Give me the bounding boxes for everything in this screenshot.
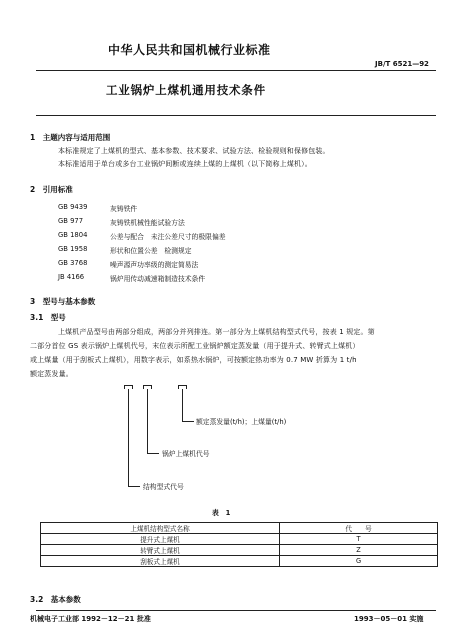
ref-code: GB 1958 [58,245,88,253]
table-cell: 转臂式上煤机 [41,545,280,556]
slot-mark [178,385,179,389]
leader-line [128,486,140,487]
slot-mark [186,385,187,389]
ref-name: 灰铸铁机械性能试验方法 [110,219,185,227]
slot-mark [151,385,152,389]
section-3-1-para-line: 或上煤量（用于刮板式上煤机），用数字表示，如系热水锅炉，可按额定热功率为 0.7 MW 折算为 1 t/h [30,356,357,364]
table-header-cell: 代 号 [280,523,438,534]
table-row [41,534,438,545]
ref-name: 公差与配合 未注公差尺寸的极限偏差 [110,233,226,241]
section-3-1-para-line: 额定蒸发量。 [30,370,73,378]
slot-mark [124,385,125,389]
leader-line [147,389,148,454]
header-rule [36,70,436,71]
diagram-label-rated-capacity: 额定蒸发量(t/h)；上煤量(t/h) [196,418,287,426]
section-3-1-para-line: 二部分首位 GS 表示锅炉上煤机代号，末位表示所配工业锅炉额定蒸发量（用于提升式、转臂式上煤机） [30,342,360,350]
section-3-1-heading: 3.1 型号 [30,313,66,322]
table-cell: 刮板式上煤机 [41,556,280,567]
ref-code: GB 3768 [58,259,88,267]
document-number: JB/T 6521—92 [375,60,429,68]
footer-rule [36,610,436,611]
section-1-para-2: 本标准适用于单台或多台工业锅炉间断或连续上煤的上煤机（以下简称上煤机）。 [58,160,312,168]
table-row [41,545,438,556]
diagram-label-structure-code: 结构型式代号 [143,483,184,491]
implementation-date: 1993－05－01 实施 [354,615,424,623]
title-rule [36,115,436,116]
table-cell: T [280,534,438,545]
document-title: 工业锅炉上煤机通用技术条件 [106,83,266,97]
table-header-row [41,523,438,534]
section-3-2-heading: 3.2 基本参数 [30,595,81,604]
table-1-caption: 表 1 [212,509,231,517]
ref-code: GB 9439 [58,203,88,211]
table-cell: G [280,556,438,567]
standard-org-heading: 中华人民共和国机械行业标准 [108,43,271,57]
ref-code: GB 977 [58,217,84,225]
table-cell: Z [280,545,438,556]
leader-line [128,389,129,486]
table-header-cell: 上煤机结构型式名称 [41,523,280,534]
section-3-1-para-line: 上煤机产品型号由两部分组成，两部分并列排连。第一部分为上煤机结构型式代号，按表 1 规定。第 [58,328,375,336]
table-row [41,556,438,567]
structure-type-table [40,522,438,567]
section-2-heading: 2 引用标准 [30,185,73,194]
section-1-heading: 1 主题内容与适用范围 [30,133,111,142]
leader-line [182,389,183,422]
ref-code: JB 4166 [58,273,85,281]
leader-line [182,421,194,422]
ref-name: 锅炉用传动减速箱制造技术条件 [110,275,206,283]
leader-line [147,453,159,454]
section-3-heading: 3 型号与基本参数 [30,297,96,306]
ref-name: 噪声源声功率级的测定简易法 [110,261,199,269]
table-cell: 提升式上煤机 [41,534,280,545]
ref-code: GB 1804 [58,231,88,239]
ref-name: 形状和位置公差 检测规定 [110,247,192,255]
section-1-para-1: 本标准规定了上煤机的型式、基本参数、技术要求、试验方法、检验规则和保修包装。 [58,147,330,155]
ref-name: 灰铸铁件 [110,205,138,213]
approval-line: 机械电子工业部 1992－12－21 批准 [30,615,151,623]
slot-mark [143,385,144,389]
slot-mark [132,385,133,389]
diagram-label-feeder-code: 锅炉上煤机代号 [162,450,210,458]
